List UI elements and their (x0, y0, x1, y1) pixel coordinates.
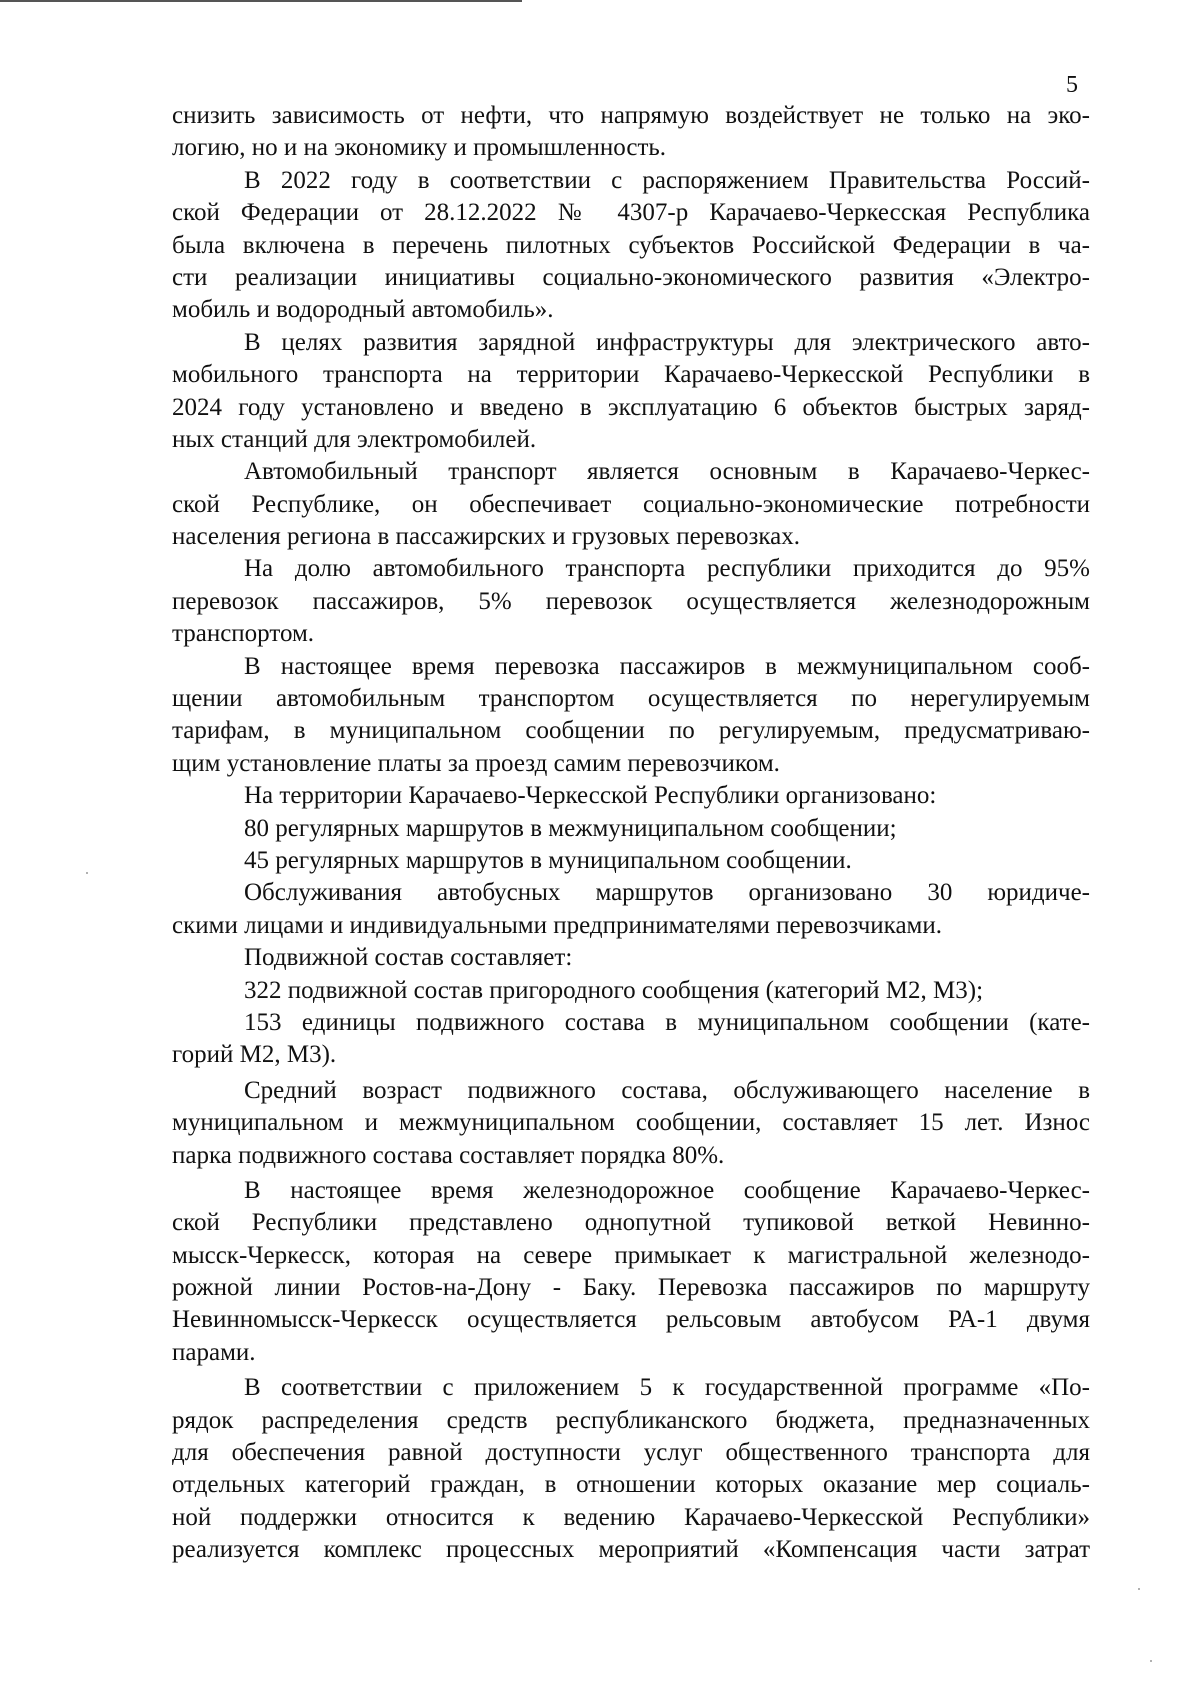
text-line: 80 регулярных маршрутов в межмуниципальном сообщении; (244, 814, 897, 842)
text-line: В 2022 году в соответствии с распоряжением Правительства Россий- (244, 166, 1090, 194)
text-line: рядок распределения средств республиканского бюджета, предназначенных (172, 1406, 1090, 1434)
text-line: мобильного транспорта на территории Карачаево-Черкесской Республики в (172, 361, 1090, 389)
text-line: логию, но и на экономику и промышленность. (172, 134, 667, 162)
text-line: отдельных категорий граждан, в отношении которых оказание мер социаль- (172, 1471, 1090, 1499)
scan-speck (1138, 1588, 1140, 1590)
text-line: 2024 году установлено и введено в эксплуатацию 6 объектов быстрых заряд- (172, 393, 1090, 421)
text-line: транспортом. (172, 620, 315, 648)
text-line: 322 подвижной состав пригородного сообщения (категорий М2, М3); (244, 976, 984, 1004)
text-line: парка подвижного состава составляет порядка 80%. (172, 1141, 725, 1169)
text-line: перевозок пассажиров, 5% перевозок осуществляется железнодорожным (172, 587, 1090, 615)
document-body (172, 100, 1090, 1567)
text-line: Подвижной состав составляет: (244, 944, 573, 972)
text-line: мысск-Черкесск, которая на севере примыкает к магистральной железнодо- (172, 1241, 1090, 1269)
text-line: горий М2, М3). (172, 1041, 337, 1069)
scan-speck (1150, 1660, 1152, 1662)
text-line: муниципальном и межмуниципальном сообщении, составляет 15 лет. Износ (172, 1109, 1090, 1137)
text-line: Невинномысск-Черкесск осуществляется рельсовым автобусом РА-1 двумя (172, 1306, 1090, 1334)
text-line: щении автомобильным транспортом осуществляется по нерегулируемым (172, 685, 1090, 713)
scan-top-rule (0, 0, 522, 2)
text-line: ной поддержки относится к ведению Карачаево-Черкесской Республики» (172, 1503, 1090, 1531)
text-line: Обслуживания автобусных маршрутов организовано 30 юридиче- (244, 879, 1090, 907)
text-line: В целях развития зарядной инфраструктуры для электрического авто- (244, 328, 1090, 356)
text-line: была включена в перечень пилотных субъектов Российской Федерации в ча- (172, 231, 1090, 259)
text-line: мобиль и водородный автомобиль». (172, 296, 554, 324)
page-number: 5 (1066, 72, 1078, 98)
text-line: Автомобильный транспорт является основным в Карачаево-Черкес- (244, 458, 1090, 486)
text-line: На долю автомобильного транспорта республики приходится до 95% (244, 555, 1090, 583)
text-line: для обеспечения равной доступности услуг общественного транспорта для (172, 1439, 1090, 1467)
text-line: В соответствии с приложением 5 к государственной программе «По- (244, 1374, 1090, 1402)
text-line: ской Республики представлено однопутной тупиковой веткой Невинно- (172, 1209, 1090, 1237)
text-line: щим установление платы за проезд самим перевозчиком. (172, 749, 780, 777)
text-line: В настоящее время железнодорожное сообщение Карачаево-Черкес- (244, 1176, 1090, 1204)
text-line: На территории Карачаево-Черкесской Республики организовано: (244, 782, 937, 810)
text-line: парами. (172, 1338, 256, 1366)
text-line: скими лицами и индивидуальными предпринимателями перевозчиками. (172, 911, 942, 939)
text-line: Средний возраст подвижного состава, обслуживающего население в (244, 1076, 1090, 1104)
text-line: тарифам, в муниципальном сообщении по регулируемым, предусматриваю- (172, 717, 1090, 745)
text-line: ных станций для электромобилей. (172, 425, 537, 453)
text-line: ской Республике, он обеспечивает социально-экономические потребности (172, 490, 1090, 518)
text-line: населения региона в пассажирских и грузовых перевозках. (172, 523, 800, 551)
text-line: сти реализации инициативы социально-экономического развития «Электро- (172, 263, 1090, 291)
text-line: снизить зависимость от нефти, что напрямую воздействует не только на эко- (172, 102, 1090, 129)
text-line: рожной линии Ростов-на-Дону - Баку. Перевозка пассажиров по маршруту (172, 1274, 1090, 1302)
scan-speck (86, 872, 88, 874)
text-line: 153 единицы подвижного состава в муниципальном сообщении (кате- (244, 1008, 1090, 1036)
text-line: ской Федерации от 28.12.2022 № 4307-р Карачаево-Черкесская Республика (172, 199, 1090, 227)
text-line: В настоящее время перевозка пассажиров в межмуниципальном сооб- (244, 652, 1090, 680)
text-line: 45 регулярных маршрутов в муниципальном сообщении. (244, 846, 852, 874)
text-line: реализуется комплекс процессных мероприятий «Компенсация части затрат (172, 1536, 1090, 1564)
